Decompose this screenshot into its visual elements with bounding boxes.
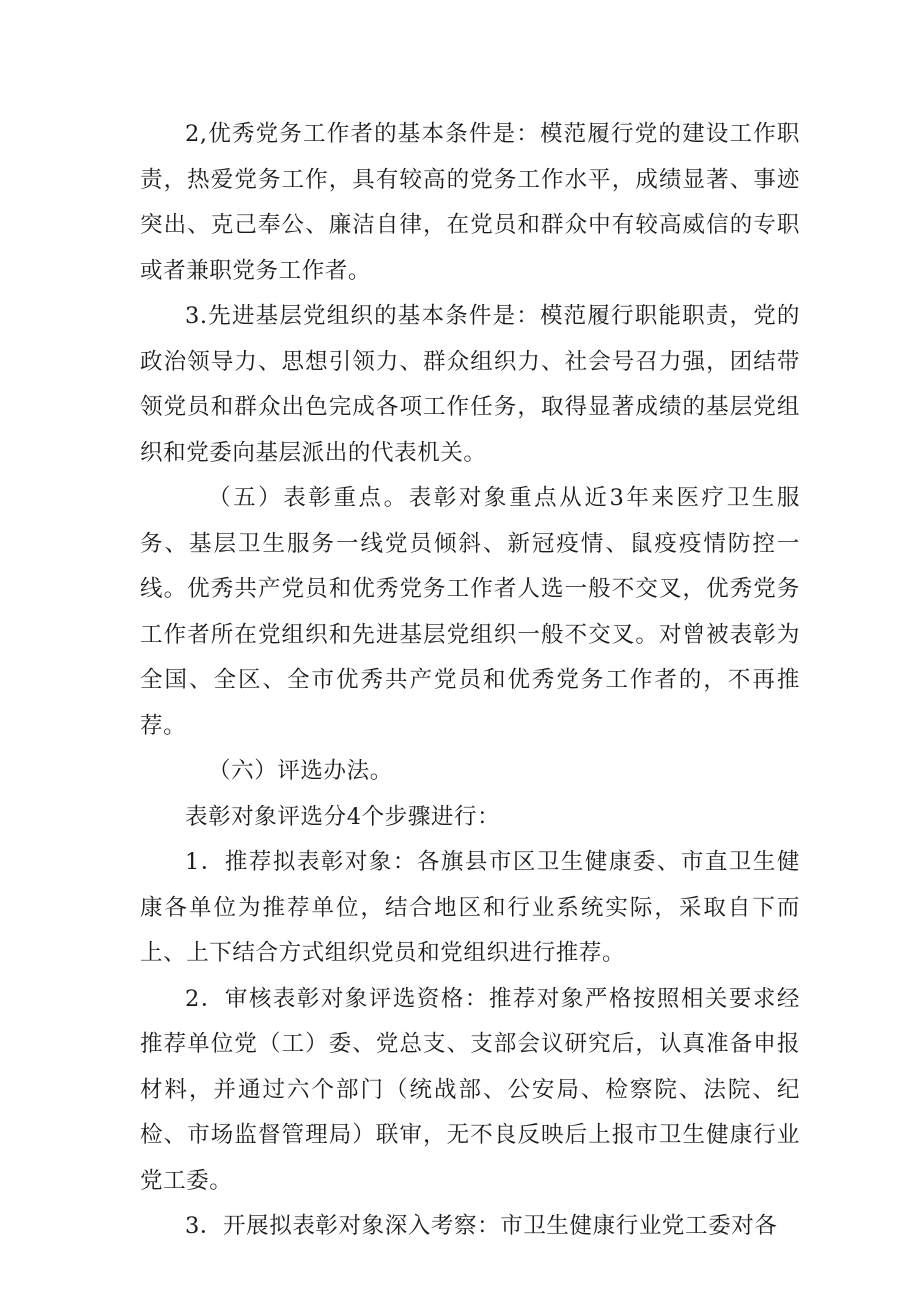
- paragraph-grassroots-org-criteria: 3.先进基层党组织的基本条件是：模范履行职能职责，党的政治领导力、思想引领力、群众组织力、社会号召力强，团结带领党员和群众出色完成各项工作任务，取得显著成绩的基层党组织和党委向基层派出的代表机关。: [140, 303, 800, 466]
- paragraph-party-worker-criteria: 2,优秀党务工作者的基本条件是：模范履行党的建设工作职责，热爱党务工作，具有较高的党务工作水平，成绩显著、事迹突出、克己奉公、廉洁自律，在党员和群众中有较高威信的专职或者兼职党务工作者。: [140, 121, 800, 284]
- paragraph-selection-method-heading: （六）评选办法。: [208, 758, 393, 784]
- paragraph-step-1: 1．推荐拟表彰对象：各旗县市区卫生健康委、市直卫生健康各单位为推荐单位，结合地区和行业系统实际，采取自下而上、上下结合方式组织党员和党组织进行推荐。: [140, 849, 800, 966]
- paragraph-commendation-focus: （五）表彰重点。表彰对象重点从近3年来医疗卫生服务、基层卫生服务一线党员倾斜、新冠疫情、鼠疫疫情防控一线。优秀共产党员和优秀党务工作者人选一般不交叉，优秀党务工作者所在党组织和先进基层党组织一般不交叉。对曾被表彰为全国、全区、全市优秀共产党员和优秀党务工作者的，不再推荐。: [140, 485, 800, 739]
- paragraph-step-2: 2．审核表彰对象评选资格：推荐对象严格按照相关要求经推荐单位党（工）委、党总支、支部会议研究后，认真准备申报材料，并通过六个部门（统战部、公安局、检察院、法院、纪检、市场监督管理局）联审，无不良反映后上报市卫生健康行业党工委。: [140, 985, 800, 1194]
- paragraph-selection-steps-intro: 表彰对象评选分4个步骤进行：: [185, 803, 501, 830]
- paragraph-step-3: 3．开展拟表彰对象深入考察：市卫生健康行业党工委对各: [185, 1213, 778, 1239]
- document-body: [140, 112, 800, 1250]
